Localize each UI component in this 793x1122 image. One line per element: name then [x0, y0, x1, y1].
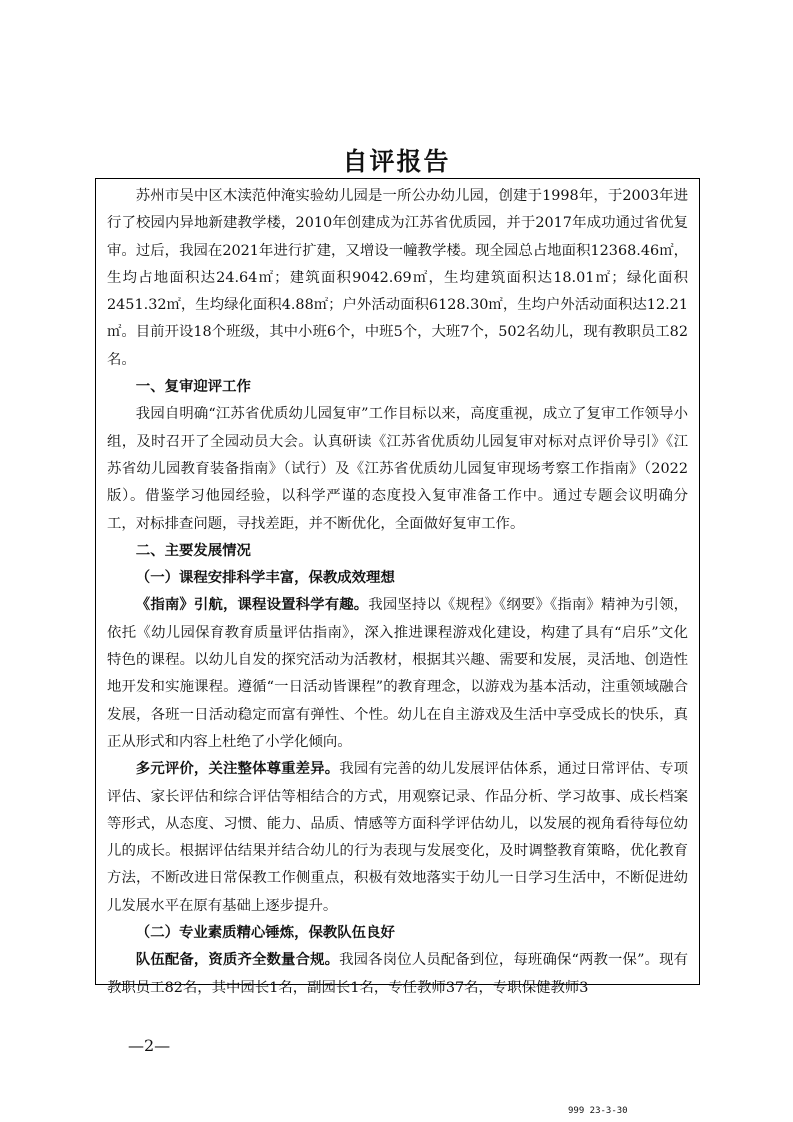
evaluation-body: 我园有完善的幼儿发展评估体系，通过日常评估、专项评估、家长评估和综合评估等相结合的方式，用观察记录、作品分析、学习故事、成长档案等形式，从态度、习惯、能力、品质、情感等方面科学评估幼儿，以发展的视角看待每位幼儿的成长。根据评估结果并结合幼儿的行为表现与发展变化，及时调整教育策略，优化教育方法，不断改进日常保教工作侧重点，积极有效地落实于幼儿一日学习生活中，不断促进幼儿发展水平在原有基础上逐步提升。	[107, 761, 688, 914]
staffing-lead: 队伍配备，资质齐全数量合规。	[135, 952, 340, 969]
section1-heading: 一、复审迎评工作	[135, 379, 251, 396]
curriculum-paragraph	[107, 592, 688, 756]
curriculum-body: 我园坚持以《规程》《纲要》《指南》精神为引领，依托《幼儿园保育教育质量评估指南》，深入推进课程游戏化建设，构建了具有“启乐”文化特色的课程。以幼儿自发的探究活动为活教材，根据其兴趣、需要和发展，灵活地、创造性地开发和实施课程。遵循“一日活动皆课程”的教育理念，以游戏为基本活动，注重领域融合发展，各班一日活动稳定而富有弹性、个性。幼儿在自主游戏及生活中享受成长的快乐，真正从形式和内容上杜绝了小学化倾向。	[107, 597, 688, 750]
report-body-frame	[95, 178, 700, 996]
staffing-body: 我园各岗位人员配备到位，每班确保“两教一保”。现有教职员工82名，其中园长1名，副园长1名，专任教师37名，专职保健教师3	[107, 952, 688, 996]
section2-heading: 二、主要发展情况	[135, 542, 251, 559]
print-stamp: 999 23-3-30	[568, 1106, 628, 1116]
staffing-paragraph	[107, 947, 688, 1002]
evaluation-paragraph	[107, 756, 688, 920]
section1-paragraph: 我园自明确“江苏省优质幼儿园复审”工作目标以来，高度重视，成立了复审工作领导小组，及时召开了全园动员大会。认真研读《江苏省优质幼儿园复审对标对点评价导引》《江苏省幼儿园教育装备指南》（试行）及《江苏省优质幼儿园复审现场考察工作指南》（2022版）。借鉴学习他园经验，以科学严谨的态度投入复审准备工作中。通过专题会议明确分工，对标排查问题，寻找差距，并不断优化，全面做好复审工作。	[107, 406, 688, 532]
intro-paragraph: 苏州市吴中区木渎范仲淹实验幼儿园是一所公办幼儿园，创建于1998年，于2003年进行了校园内异地新建教学楼，2010年创建成为江苏省优质园，并于2017年成功通过省优复审。过后，我园在2021年进行扩建，又增设一幢教学楼。现全园总占地面积12368.46㎡，生均占地面积达24.64㎡；建筑面积9042.69㎡，生均建筑面积达18.01㎡；绿化面积2451.32㎡，生均绿化面积4.88㎡；户外活动面积6128.30㎡，生均户外活动面积达12.21㎡。目前开设18个班级，其中小班6个，中班5个，大班7个，502名幼儿，现有教职员工82名。	[107, 188, 688, 368]
page-title: 自评报告	[342, 147, 451, 176]
evaluation-lead: 多元评价，关注整体尊重差异。	[135, 761, 340, 778]
page-number: —2—	[128, 1036, 171, 1055]
subsection2-heading: （二）专业素质精心锤炼，保教队伍良好	[135, 925, 395, 942]
curriculum-lead: 《指南》引航，课程设置科学有趣。	[135, 597, 369, 614]
subsection1-heading: （一）课程安排科学丰富，保教成效理想	[135, 570, 395, 587]
